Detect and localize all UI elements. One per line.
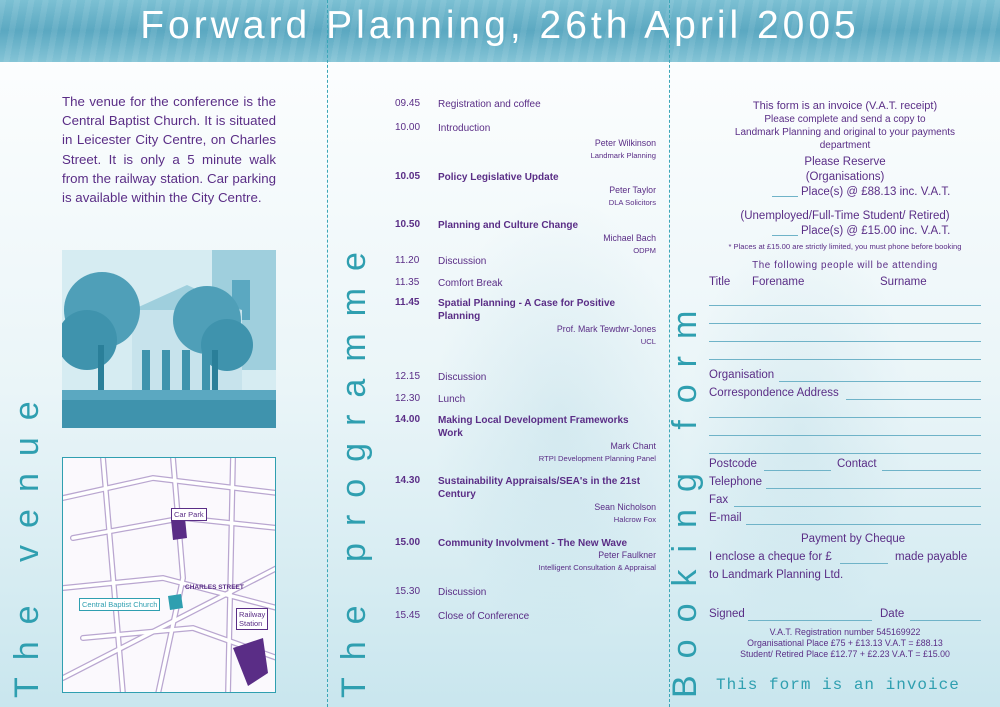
date-field[interactable] [910, 620, 981, 621]
speaker-name: Peter Wilkinson [594, 138, 656, 148]
header-banner [0, 0, 1000, 62]
speaker-name: Sean Nicholson [594, 502, 656, 512]
speaker-org: UCL [640, 337, 656, 346]
programme-heading: The programme [335, 235, 373, 698]
attendee-line[interactable] [709, 341, 981, 342]
signed-label: Signed [709, 608, 745, 620]
date-label: Date [880, 608, 905, 620]
street-map [63, 458, 276, 693]
places-org-label: Place(s) @ £88.13 inc. V.A.T. [801, 186, 951, 198]
attendee-line[interactable] [709, 323, 981, 324]
cheque-text: I enclose a cheque for £ [709, 551, 832, 563]
attending-title: The following people will be attending [752, 260, 938, 271]
invoice-line: Landmark Planning and original to your payments [734, 127, 956, 138]
speaker-name: Peter Faulkner [598, 550, 656, 560]
car-park-marker [171, 518, 187, 540]
attendee-line[interactable] [709, 359, 981, 360]
address-line[interactable] [709, 435, 981, 436]
fax-field[interactable] [734, 506, 981, 507]
cheque-payee: to Landmark Planning Ltd. [709, 569, 844, 581]
places-other-label: Place(s) @ £15.00 inc. V.A.T. [801, 225, 951, 237]
speaker-org: Intelligent Consultation & Appraisal [538, 563, 656, 572]
organisation-field[interactable] [779, 381, 981, 382]
telephone-field[interactable] [766, 488, 981, 489]
vat-number: V.A.T. Registration number 545169922 [769, 627, 921, 637]
invoice-line: This form is an invoice (V.A.T. receipt) [752, 100, 938, 112]
speaker-org: DLA Solicitors [608, 198, 656, 207]
map-label-church: Central Baptist Church [79, 598, 160, 611]
speaker-name: Peter Taylor [609, 185, 656, 195]
telephone-label: Telephone [709, 476, 763, 488]
cheque-amount-field[interactable] [840, 563, 888, 564]
church-marker [168, 594, 183, 610]
speaker-org: Landmark Planning [590, 151, 656, 160]
places-other-field[interactable] [772, 235, 798, 236]
map-label-charles-street: CHARLES STREET [185, 584, 244, 591]
column-forename: Forename [752, 276, 805, 288]
address-line[interactable] [709, 417, 981, 418]
booking-form-heading: Booking form [666, 293, 704, 698]
column-divider-left [327, 0, 328, 707]
map-label-car-park: Car Park [171, 508, 207, 521]
cheque-text-payable: made payable [895, 551, 968, 563]
email-field[interactable] [746, 524, 981, 525]
org-place-price: Organisational Place £75 + £13.13 V.A.T = £88.13 [747, 638, 943, 648]
speaker-name: Prof. Mark Tewdwr-Jones [556, 324, 656, 334]
map-label-station: Railway Station [236, 608, 268, 630]
banner-title: Forward Planning, 26th April 2005 [140, 4, 860, 47]
postcode-label: Postcode [709, 458, 757, 470]
email-label: E-mail [709, 512, 742, 524]
address-label: Correspondence Address [709, 387, 839, 399]
speaker-org: RTPI Development Planning Panel [538, 454, 656, 463]
invoice-line: department [819, 140, 871, 151]
invoice-line: Please complete and send a copy to [764, 114, 926, 125]
attendee-line[interactable] [709, 305, 981, 306]
signature-field[interactable] [748, 620, 872, 621]
church-photo [62, 250, 276, 428]
unemployed-title: (Unemployed/Full-Time Student/ Retired) [740, 210, 950, 222]
payment-title: Payment by Cheque [801, 533, 906, 545]
invoice-footer: This form is an invoice [716, 676, 960, 694]
reserve-subtitle: (Organisations) [805, 171, 885, 183]
speaker-name: Mark Chant [610, 441, 656, 451]
venue-description: The venue for the conference is the Central Baptist Church. It is situated in Leicester City Centre, on Charles Street. It is only a 5 minute walk from the railway station. Car parking is available within the City Centre. [62, 94, 276, 206]
column-surname: Surname [880, 276, 927, 288]
student-place-price: Student/ Retired Place £12.77 + £2.23 V.A.T = £15.00 [740, 649, 950, 659]
address-field[interactable] [846, 399, 981, 400]
column-title: Title [709, 276, 731, 288]
organisation-label: Organisation [709, 369, 775, 381]
contact-label: Contact [837, 458, 877, 470]
speaker-name: Michael Bach [603, 233, 656, 243]
speaker-org: Halcrow Fox [613, 515, 656, 524]
church-photo-illustration [62, 250, 276, 428]
places-org-field[interactable] [772, 196, 798, 197]
location-map [62, 457, 276, 693]
brochure-page: Forward Planning, 26th April 2005 The venue The programme Booking form The venue for the conference is the Central Baptist Church. It is situated in Leicester City Centre, on Charles Street. It is only a 5 minute walk from the railway station. Car parking is available within the City Centre. Car Park Central Baptist Church Railway Station CHARLES STREET 09.45 Registration and coffee 10.00 Introduction Peter Wilkinson Landmark Planning 10.05 Policy Legislative Update Peter Taylor DLA Solicitors 10.50 Planning and Culture Change Michael Bach ODPM 11.20 Discussion 11.35 Comfort Break 11.45 Spatial Planning - A Case for Positive Planning Prof. Mark Tewdwr-Jones UCL 12.15 Discussion 12.30 Lunch 14.00 Making Local Development Frameworks Work Mark Chant RTPI Development Planning Panel 14.30 Sustainability Appraisals/SEA's in the 21st Century Sean Nicholson Halcrow Fox 15.00 Community Involvment - The New Wave Peter Faulkner Intelligent Consultation & Appraisal 15.30 Discussion 15.45 Close of Conference This form is an invoice (V.A.T. receipt) Please complete and send a copy to Landmark Planning and original to your payments department Please Reserve (Organisations) Place(s) @ £88.13 inc. V.A.T. (Unemployed/Full-Time Student/ Retired) Place(s) @ £15.00 inc. V.A.T. * Places at £15.00 are strictly limited, you must phone before booking The following people will be attending Title Forename Surname Organisation Correspondence Address Postcode Contact Telephone Fax E-mail Payment by Cheque I enclose a cheque for £ made payable to Landmark Planning Ltd. Signed Date V.A.T. Registration number 545169922 Organisational Place £75 + £13.13 V.A.T = £88.13 Student/ Retired Place £12.77 + £2.23 V.A.T = £15.00 This form is an invoice [0, 0, 1000, 707]
venue-heading: The venue [8, 384, 46, 698]
speaker-org: ODPM [633, 246, 656, 255]
postcode-field[interactable] [764, 470, 831, 471]
places-note: * Places at £15.00 are strictly limited, you must phone before booking [728, 242, 962, 251]
reserve-title: Please Reserve [804, 156, 886, 168]
fax-label: Fax [709, 494, 729, 506]
address-line[interactable] [709, 453, 981, 454]
contact-field[interactable] [882, 470, 981, 471]
